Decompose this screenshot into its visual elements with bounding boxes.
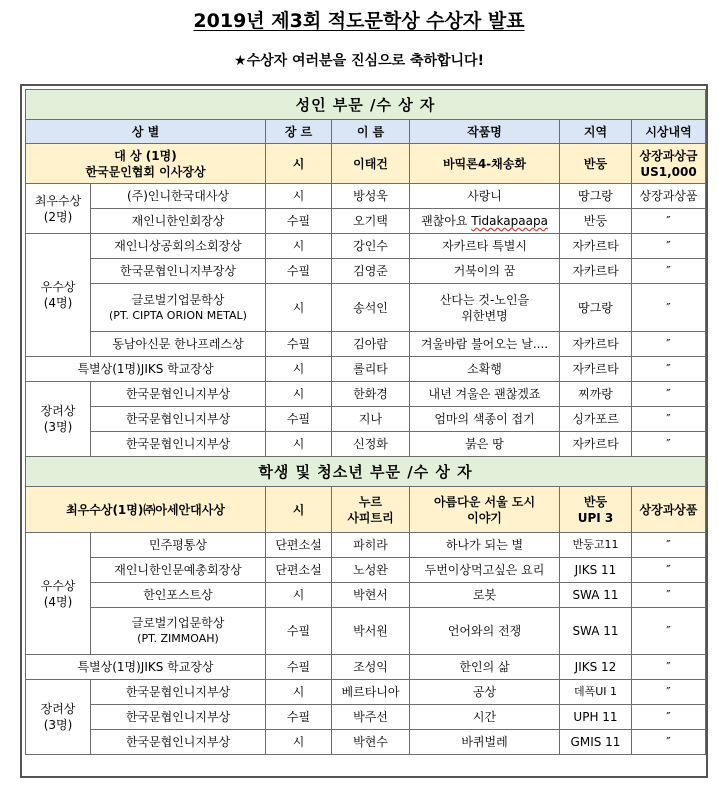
genre-cell: 시 xyxy=(266,284,332,332)
prize-cell: 상장과상품 xyxy=(632,184,706,209)
work-cell: 바퀴벌레 xyxy=(410,730,560,755)
award-cell xyxy=(91,284,266,332)
name-line2: 사피트리 xyxy=(347,510,394,525)
work-cell: 한인의 삶 xyxy=(410,655,560,680)
name-cell: 조성익 xyxy=(332,655,410,680)
student-best-row xyxy=(26,487,706,533)
excellence-label-line2: (4명) xyxy=(43,296,73,310)
region-line1: 반둥 xyxy=(583,494,608,509)
work-cell: 자카르타 특별시 xyxy=(410,234,560,259)
prize-cell: ″ xyxy=(632,533,706,558)
region-cell: 찌까랑 xyxy=(560,382,632,407)
work-line1: 산다는 것-노인을 xyxy=(439,292,530,307)
prize-cell: ″ xyxy=(632,407,706,432)
best-label-line2: (2명) xyxy=(43,209,73,224)
best-label-line1: 최우수상 xyxy=(34,193,82,208)
work-cell xyxy=(410,487,560,533)
genre-cell: 시 xyxy=(266,583,332,608)
encourage-label-line2: (3명) xyxy=(43,420,73,434)
prize-cell: ″ xyxy=(632,332,706,357)
genre-cell: 시 xyxy=(266,234,332,259)
excellence-label-cell xyxy=(26,234,91,357)
genre-cell: 시 xyxy=(266,730,332,755)
excellence-label-line1: 우수상 xyxy=(40,578,76,593)
table-row xyxy=(26,382,706,407)
award-cell: 한국문협인니지부상 xyxy=(91,705,266,730)
encourage-label-line2: (3명) xyxy=(43,718,73,732)
genre-cell: 단편소설 xyxy=(266,558,332,583)
region-cell: 반둥 xyxy=(560,209,632,234)
grand-prize-row xyxy=(26,144,706,184)
name-line1: 누르 xyxy=(358,494,383,509)
award-line2: (PT. CIPTA ORION METAL) xyxy=(109,308,247,322)
encourage-label-cell xyxy=(26,382,91,457)
prize-cell: ″ xyxy=(632,558,706,583)
region-cell: 자카르타 xyxy=(560,234,632,259)
award-line1: 글로벌기업문학상 xyxy=(131,292,225,307)
prize-cell: ″ xyxy=(632,284,706,332)
work-cell: 엄마의 색종이 접기 xyxy=(410,407,560,432)
award-cell: 한인포스트상 xyxy=(91,583,266,608)
work-cell xyxy=(410,284,560,332)
name-cell: 박현수 xyxy=(332,730,410,755)
grand-award-cell xyxy=(26,144,266,184)
prize-cell: ″ xyxy=(632,655,706,680)
genre-cell: 시 xyxy=(266,680,332,705)
region-cell: 데폭UI 1 xyxy=(560,680,632,705)
genre-cell: 단편소설 xyxy=(266,533,332,558)
adult-section-row xyxy=(26,90,706,120)
work-cell: 공상 xyxy=(410,680,560,705)
award-cell: 특별상(1명)JIKS 학교장상 xyxy=(26,655,266,680)
name-cell: 지나 xyxy=(332,407,410,432)
genre-cell: 수필 xyxy=(266,259,332,284)
grand-genre: 시 xyxy=(266,144,332,184)
prize-cell: ″ xyxy=(632,259,706,284)
work-spellcheck-text: Tidakapaapa xyxy=(471,214,548,228)
work-cell: 시간 xyxy=(410,705,560,730)
region-cell: 싱가포르 xyxy=(560,407,632,432)
region-cell xyxy=(560,487,632,533)
header-work: 작품명 xyxy=(410,120,560,144)
page-title-text: 2019년 제3회 적도문학상 수상자 발표 xyxy=(193,10,525,32)
region-line2: UPI 3 xyxy=(577,510,614,525)
excellence-label-line1: 우수상 xyxy=(40,280,76,294)
award-cell: 한국문협인니지부장상 xyxy=(91,259,266,284)
table-row xyxy=(26,407,706,432)
region-cell: SWA 11 xyxy=(560,583,632,608)
grand-award-line1: 대 상 (1명) xyxy=(114,148,177,163)
table-row xyxy=(26,533,706,558)
grand-work: 바띡론4-채송화 xyxy=(410,144,560,184)
special-prize-row xyxy=(26,357,706,382)
name-cell: 오기택 xyxy=(332,209,410,234)
grand-prize-line1: 상장과상금 xyxy=(639,148,698,163)
work-cell: 사랑니 xyxy=(410,184,560,209)
award-line2: (PT. ZIMMOAH) xyxy=(137,632,219,645)
region-cell: 땅그랑 xyxy=(560,284,632,332)
name-cell: 방성욱 xyxy=(332,184,410,209)
prize-cell: ″ xyxy=(632,234,706,259)
prize-cell: ″ xyxy=(632,730,706,755)
region-cell: 반둥고11 xyxy=(560,533,632,558)
name-cell: 노성완 xyxy=(332,558,410,583)
special-prize-row xyxy=(26,655,706,680)
work-line2: 위한변명 xyxy=(461,308,508,323)
student-section-row xyxy=(26,457,706,487)
award-cell: 한국문협인니지부상 xyxy=(91,407,266,432)
prize-cell: ″ xyxy=(632,608,706,655)
adult-section-title: 성인 부문 /수 상 자 xyxy=(26,90,706,120)
prize-cell: ″ xyxy=(632,382,706,407)
table-row xyxy=(26,432,706,457)
grand-name: 이태건 xyxy=(332,144,410,184)
name-cell: 롤리타 xyxy=(332,357,410,382)
award-cell: 동남아신문 한나프레스상 xyxy=(91,332,266,357)
header-row xyxy=(26,120,706,144)
page-title xyxy=(0,6,718,33)
work-cell: 로봇 xyxy=(410,583,560,608)
grand-prize-cell xyxy=(632,144,706,184)
name-cell: 김영준 xyxy=(332,259,410,284)
name-cell: 베르타니아 xyxy=(332,680,410,705)
header-award: 상 별 xyxy=(26,120,266,144)
table-row xyxy=(26,680,706,705)
genre-cell: 수필 xyxy=(266,608,332,655)
grand-region: 반둥 xyxy=(560,144,632,184)
name-cell: 김아람 xyxy=(332,332,410,357)
prize-cell: ″ xyxy=(632,583,706,608)
table-row xyxy=(26,234,706,259)
header-genre: 장 르 xyxy=(266,120,332,144)
genre-cell: 수필 xyxy=(266,209,332,234)
table-row xyxy=(26,608,706,655)
genre-cell: 시 xyxy=(266,184,332,209)
region-cell: JIKS 12 xyxy=(560,655,632,680)
prize-cell: ″ xyxy=(632,680,706,705)
genre-cell: 수필 xyxy=(266,332,332,357)
award-cell: 한국문협인니지부상 xyxy=(91,730,266,755)
prize-cell: ″ xyxy=(632,432,706,457)
work-cell xyxy=(410,209,560,234)
award-line1: 글로벌기업문학상 xyxy=(131,616,225,630)
region-cell: 자카르타 xyxy=(560,259,632,284)
award-cell: 한국문협인니지부상 xyxy=(91,382,266,407)
name-cell: 파히라 xyxy=(332,533,410,558)
table-row xyxy=(26,705,706,730)
prize-cell: ″ xyxy=(632,705,706,730)
work-cell: 내년 겨울은 괜찮겠죠 xyxy=(410,382,560,407)
region-cell: JIKS 11 xyxy=(560,558,632,583)
page-subtitle: ★수상자 여러분을 진심으로 축하합니다! xyxy=(234,53,484,69)
student-section-title: 학생 및 청소년 부문 /수 상 자 xyxy=(26,457,706,487)
student-encourage-label-cell xyxy=(26,680,91,755)
award-cell: 최우수상(1명)㈜아세안대사상 xyxy=(26,487,266,533)
genre-cell: 수필 xyxy=(266,655,332,680)
work-cell: 붉은 땅 xyxy=(410,432,560,457)
header-name: 이 름 xyxy=(332,120,410,144)
table-row xyxy=(26,184,706,209)
region-cell: 자카르타 xyxy=(560,332,632,357)
work-line1: 아름다운 서울 도시 xyxy=(433,494,536,509)
region-cell: UPH 11 xyxy=(560,705,632,730)
genre-cell: 시 xyxy=(266,487,332,533)
name-cell xyxy=(332,487,410,533)
name-cell: 한화경 xyxy=(332,382,410,407)
work-cell: 거북이의 꿈 xyxy=(410,259,560,284)
genre-cell: 수필 xyxy=(266,705,332,730)
award-cell: 특별상(1명)JIKS 학교장상 xyxy=(26,357,266,382)
encourage-label-line1: 장려상 xyxy=(40,404,76,418)
table-row xyxy=(26,730,706,755)
name-cell: 박서원 xyxy=(332,608,410,655)
award-cell: 재인니한인문예총회장상 xyxy=(91,558,266,583)
work-cell: 언어와의 전쟁 xyxy=(410,608,560,655)
genre-cell: 시 xyxy=(266,432,332,457)
work-cell: 두번이상먹고싶은 요리 xyxy=(410,558,560,583)
best-label-cell xyxy=(26,184,91,234)
work-line2: 이야기 xyxy=(467,510,502,525)
region-cell: 땅그랑 xyxy=(560,184,632,209)
excellence-label-line2: (4명) xyxy=(43,594,73,609)
award-cell: 재인니한인회장상 xyxy=(91,209,266,234)
prize-cell: ″ xyxy=(632,209,706,234)
prize-cell: ″ xyxy=(632,357,706,382)
award-cell: 한국문협인니지부상 xyxy=(91,432,266,457)
work-cell: 겨울바람 불어오는 날.... xyxy=(410,332,560,357)
genre-cell: 시 xyxy=(266,357,332,382)
work-prefix: 괜찮아요 xyxy=(421,214,472,228)
table-row xyxy=(26,209,706,234)
table-row xyxy=(26,558,706,583)
name-cell: 강인수 xyxy=(332,234,410,259)
grand-prize-line2: US1,000 xyxy=(640,164,697,179)
work-cell: 하나가 되는 별 xyxy=(410,533,560,558)
name-cell: 박주선 xyxy=(332,705,410,730)
table-row xyxy=(26,332,706,357)
name-cell: 박현서 xyxy=(332,583,410,608)
award-cell: (주)인니한국대사상 xyxy=(91,184,266,209)
header-prize: 시상내역 xyxy=(632,120,706,144)
awards-table xyxy=(25,89,706,755)
award-cell xyxy=(91,608,266,655)
student-excellence-label-cell xyxy=(26,533,91,655)
table-row xyxy=(26,583,706,608)
table-row xyxy=(26,259,706,284)
region-cell: SWA 11 xyxy=(560,608,632,655)
region-cell: GMIS 11 xyxy=(560,730,632,755)
award-cell: 민주평통상 xyxy=(91,533,266,558)
header-region: 지역 xyxy=(560,120,632,144)
region-cell: 자카르타 xyxy=(560,357,632,382)
award-cell: 재인니상공회의소회장상 xyxy=(91,234,266,259)
genre-cell: 시 xyxy=(266,382,332,407)
name-cell: 신정화 xyxy=(332,432,410,457)
work-cell: 소확행 xyxy=(410,357,560,382)
grand-award-line2: 한국문인협회 이사장상 xyxy=(85,164,206,179)
table-row xyxy=(26,284,706,332)
award-cell: 한국문협인니지부상 xyxy=(91,680,266,705)
region-cell: 자카르타 xyxy=(560,432,632,457)
genre-cell: 수필 xyxy=(266,407,332,432)
name-cell: 송석인 xyxy=(332,284,410,332)
prize-cell: 상장과상품 xyxy=(632,487,706,533)
encourage-label-line1: 장려상 xyxy=(40,702,76,716)
